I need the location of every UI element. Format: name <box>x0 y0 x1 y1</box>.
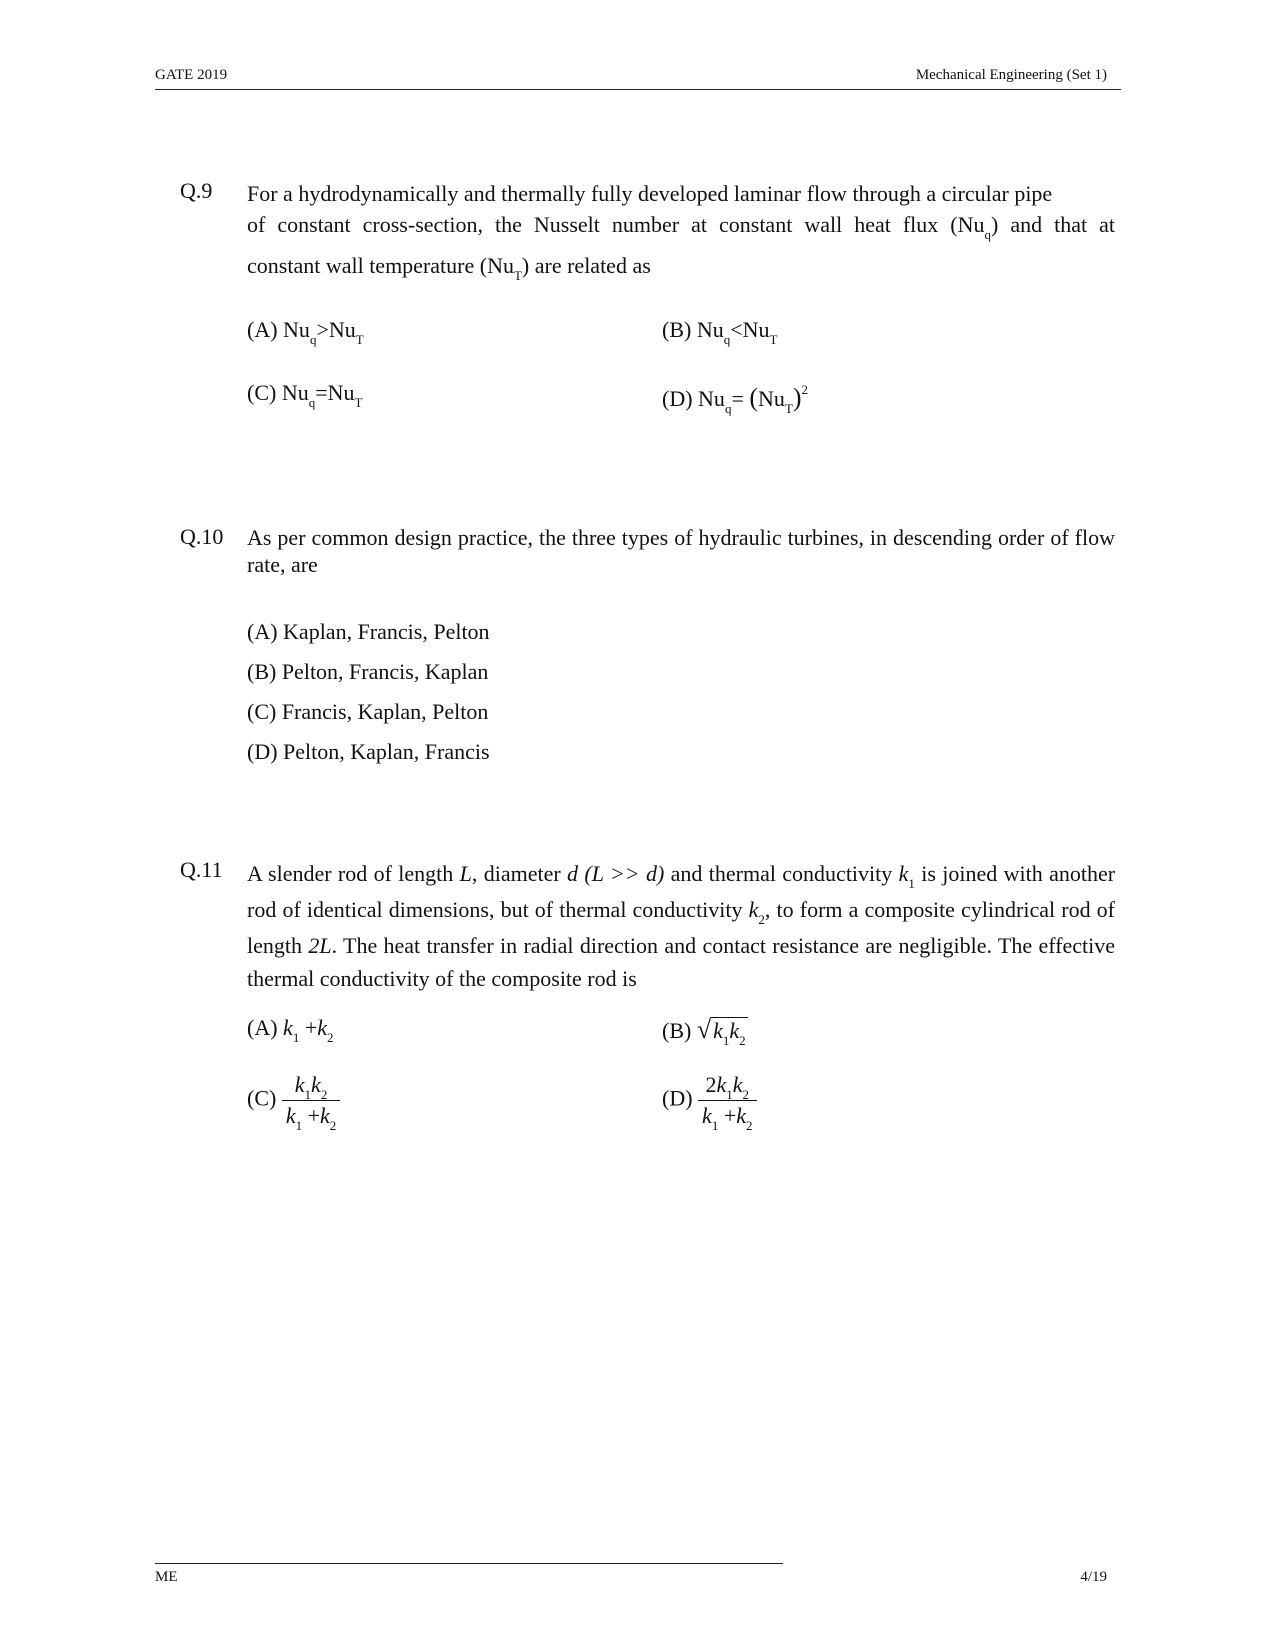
q11-option-d[interactable]: (D) $\frac{2k_1k_2}{k_1 +k_2}$ <box>662 1072 757 1129</box>
q9-line3: constant wall temperature $(Nu_T)$ are related as <box>247 253 651 283</box>
footer-left: ME <box>155 1569 178 1585</box>
fraction: $\frac{2k_1k_2}{k_1 +k_2}$ <box>698 1072 756 1129</box>
q9-option-d[interactable]: (D) $Nu_q= (Nu_T)^2$ <box>662 381 809 416</box>
q10-text: As per common design practice, the three types of hydraulic turbines, in descending order of flow rate, are <box>247 525 1115 577</box>
q9-line2: of constant cross-section, the Nusselt number at constant wall heat flux $(Nu_q)$ and that at <box>247 212 1116 242</box>
q11-number: Q.11 <box>180 857 223 882</box>
q10-option-c[interactable]: (C) Francis, Kaplan, Pelton <box>247 699 489 724</box>
q9-line1: For a hydrodynamically and thermally fully developed laminar flow through a circular pipe <box>247 181 1053 206</box>
q10-option-b[interactable]: (B) Pelton, Francis, Kaplan <box>247 659 489 684</box>
fraction: $\frac{k_1k_2}{k_1 +k_2}$ <box>282 1072 340 1129</box>
q10-option-d[interactable]: (D) Pelton, Kaplan, Francis <box>247 739 490 764</box>
q9-line2b: and that at <box>1010 212 1116 237</box>
q9-option-a[interactable]: (A) $Nu_q>Nu_T$ <box>247 317 364 347</box>
q10-option-a[interactable]: (A) Kaplan, Francis, Pelton <box>247 619 490 644</box>
header-right: Mechanical Engineering (Set 1) <box>915 67 1107 83</box>
q9-line2a: of constant cross-section, the Nusselt number at constant wall heat flux <box>247 212 939 237</box>
q9-text <box>247 178 1115 284</box>
q9-option-b[interactable]: (B) $Nu_q<Nu_T$ <box>662 317 778 347</box>
footer-rule <box>155 1563 783 1564</box>
q9-number: Q.9 <box>180 178 213 203</box>
q11-option-a[interactable]: (A) $k_1 +k_2$ <box>247 1015 334 1045</box>
page-number: 4/19 <box>1080 1569 1107 1585</box>
header-rule <box>155 89 1121 90</box>
q11-text: A slender rod of length L, diameter d (L >> d) and thermal conductivity $k_1$ is joined with another rod of identical dimensions, but of thermal conductivity $k_2$, to form a composite cylindrical rod of length 2L. The heat transfer in radial direction and contact resistance are negligible. The effective thermal conductivity of the composite rod is <box>247 861 1116 991</box>
q11-option-b[interactable]: (B) $√k_1k_2$ <box>662 1015 746 1048</box>
q11-option-c[interactable]: (C) $\frac{k_1k_2}{k_1 +k_2}$ <box>247 1072 340 1129</box>
q9-option-c[interactable]: (C) $Nu_q=Nu_T$ <box>247 380 363 410</box>
header-left: GATE 2019 <box>155 67 228 83</box>
sqrt-symbol: $√k_1k_2$ <box>696 1015 746 1048</box>
q10-number: Q.10 <box>180 524 224 549</box>
